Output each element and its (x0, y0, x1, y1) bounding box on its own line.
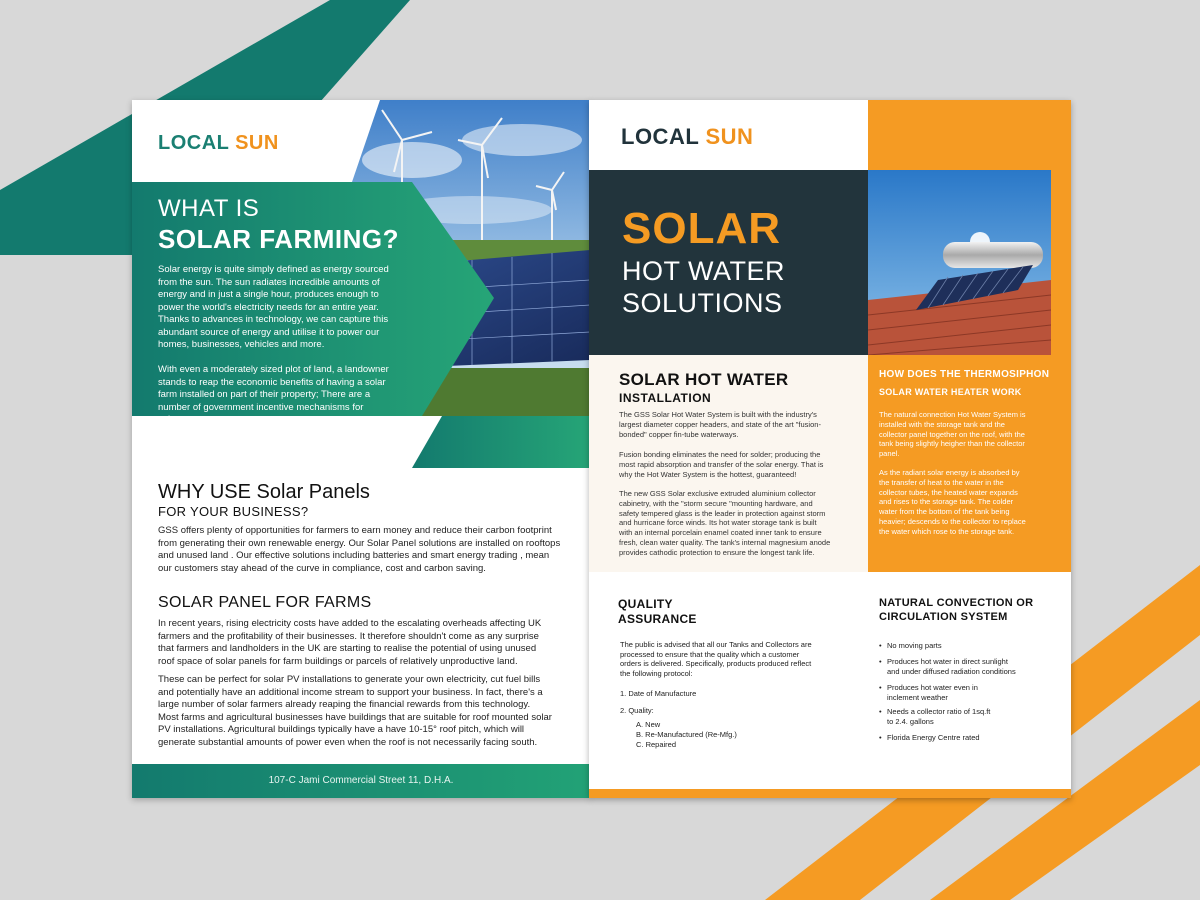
thermosiphon-title-line-2: SOLAR WATER HEATER WORK (879, 387, 1022, 397)
installation-subtitle: INSTALLATION (619, 391, 712, 405)
left-brochure-page (132, 100, 590, 798)
left-footer-bar (132, 764, 590, 798)
thermosiphon-paragraph-1: The natural connection Hot Water System is installed with the storage tank and the collector panel together on the roof, with the tank being slightly heigher than the collector panel. (879, 410, 1026, 459)
convection-bullet-2: • Produces hot water in direct sunlight and under diffused radiation conditions (879, 657, 1059, 676)
installation-title: SOLAR HOT WATER (619, 370, 789, 389)
footer-address: 107-C Jami Commercial Street 11, D.H.A. (268, 775, 454, 786)
installation-paragraph-1: The GSS Solar Hot Water System is built with the industry's largest diameter copper headers, and state of the art "fusion- bonded" copper fin-tube waterways. (619, 410, 821, 439)
rooftop-solar-water-heater-photo (868, 170, 1051, 355)
right-brochure-page (589, 100, 1071, 798)
convection-title-line-2: CIRCULATION SYSTEM (879, 611, 1008, 623)
why-section-title: WHY USE Solar Panels (158, 481, 370, 503)
why-section-paragraph: GSS offers plenty of opportunities for farmers to earn money and reduce their carbon footprint from generating their own renewable energy. Our Solar Panel solutions are installed on rooftops and unused land . Our effective solutions including batteries and smart energy trading , mean our customers stay ahead of the curve in compliance, cost and carbon saving. (158, 525, 561, 574)
hero-paragraph-2: With even a moderately sized plot of land, a landowner stands to reap the economic benefits of having a solar farm installed on part of their property; There are a number of government incentive mechanisms for solar power. (158, 364, 389, 425)
farms-section-title: SOLAR PANEL FOR FARMS (158, 594, 372, 611)
right-logo-word-local: LOCAL (621, 124, 699, 149)
orange-bottom-bar (589, 789, 1071, 798)
convection-title-line-1: NATURAL CONVECTION OR (879, 597, 1034, 609)
quality-sub-new: A. New (636, 720, 661, 729)
left-logo-word-sun: SUN (235, 132, 279, 154)
hero-pre-title: WHAT IS (158, 195, 260, 222)
quality-item-quality: 2. Quality: (620, 706, 654, 715)
hero-paragraph-1: Solar energy is quite simply defined as energy sourced from the sun. The sun radiates incredible amounts of energy and in just a single hour, produces enough to power the world's electricity needs for an entire year. Thanks to advances in technology, we can capture this abundant source of energy and utilise it to power our homes, businesses, vehicles and more. (158, 264, 389, 350)
hero-title: SOLAR FARMING? (158, 224, 399, 254)
right-logo-word-sun: SUN (705, 124, 754, 149)
farms-paragraph-1: In recent years, rising electricity costs have added to the escalating overheads affecting UK farmers and the profitability of their businesses. It therefore shouldn't come as any surprise that farmers and landholders in the UK are starting to realise the potential of using unused roof space of solar panels for farm buildings or parcels of relatively unproductive land. (158, 618, 542, 667)
quality-title-line-1: QUALITY (618, 597, 673, 611)
why-section-subtitle: FOR YOUR BUSINESS? (158, 504, 309, 519)
installation-paragraph-2: Fusion bonding eliminates the need for solder; producing the most rapid absorption and transfer of the solar energy. That is why the Hot Water System is the hottest, guaranteed! (619, 450, 824, 479)
quality-paragraph: The public is advised that all our Tanks and Collectors are processed to ensure that the quality which a customer orders is delivered. Specifically, products produced reflect the following protocol: (620, 640, 812, 678)
installation-paragraph-3: The new GSS Solar exclusive extruded aluminium collector cabinetry, with the "storm secure "mounting hardware, and safety tempered glass is the leader in protection against storm and hurricane force winds. Its hot water storage tank is built with an internal porcelain enamel coated inner tank to ensure fresh, clean water quality. The tank's internal magnesium anode provides cathodic protection to ensure the longest tank life. (619, 489, 831, 557)
convection-bullet-1: • No moving parts (879, 641, 1059, 651)
quality-sub-repaired: C. Repaired (636, 740, 677, 749)
left-logo (158, 132, 279, 155)
left-logo-word-local: LOCAL (158, 132, 230, 154)
right-title-main: SOLAR (622, 204, 781, 253)
right-title-line-2: HOT WATER (622, 256, 785, 286)
convection-bullet-3: • Produces hot water even in inclement weather (879, 683, 1059, 702)
thermosiphon-paragraph-2: As the radiant solar energy is absorbed by the transfer of heat to the water in the collector tubes, the heated water expands and rises to the storage tank. The colder water from the bottom of the tank being heavier; descends to the collector to replace the water which rose to the storage tank. (879, 468, 1026, 536)
convection-bullet-4: • Needs a collector ratio of 1sq.ft to 2.4. gallons (879, 707, 1059, 726)
thermosiphon-title-line-1: HOW DOES THE THERMOSIPHON (879, 369, 1050, 380)
quality-sub-remanufactured: B. Re-Manufactured (Re-Mfg.) (636, 730, 737, 739)
right-title-line-3: SOLUTIONS (622, 288, 783, 318)
right-logo (621, 124, 753, 150)
convection-bullet-5: • Florida Energy Centre rated (879, 733, 1059, 743)
farms-paragraph-2: These can be perfect for solar PV installations to generate your own electricity, cut fuel bills and potentially have an additional income stream to support your business. In fact, there's a large number of solar farmers already reaping the financial rewards from this technology. Most farms and agricultural businesses have buildings that are suitable for roof mounted solar PV installations. Agricultural buildings typically have a have 10-15° roof pitch, which will generate substantial amounts of power even when the roof is not necessarily facing south. (158, 674, 552, 748)
quality-title-line-2: ASSURANCE (618, 612, 697, 626)
quality-item-date: 1. Date of Manufacture (620, 689, 697, 698)
